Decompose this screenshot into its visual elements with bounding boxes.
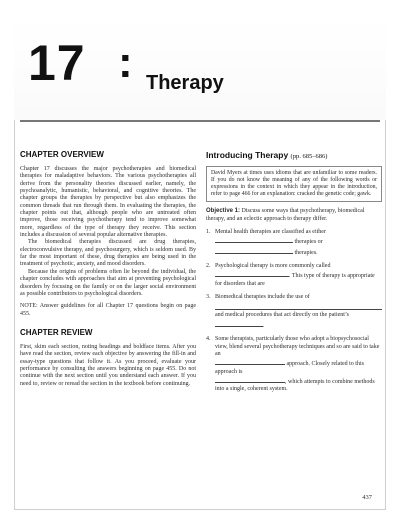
- question-number: 3.: [206, 294, 211, 301]
- question-text: Psychological therapy is more commonly called: [215, 263, 331, 270]
- question-number: 4.: [206, 336, 211, 343]
- question-4: [206, 336, 382, 393]
- left-column: [20, 150, 196, 388]
- question-text: approach. Closely related to this approach is: [215, 361, 364, 375]
- overview-paragraph-2: The biomedical therapies discussed are drug therapies, electroconvulsive therapy, and psychosurgery, which is seldom used. By far the most important of these, drug therapies are being used in the treatment of psychotic, anxiety, and mood disorders.: [20, 239, 196, 268]
- answer-blank[interactable]: [215, 376, 285, 383]
- chapter-overview-heading: CHAPTER OVERVIEW: [20, 150, 104, 159]
- question-1: [206, 229, 382, 257]
- question-3: [206, 294, 382, 330]
- section-heading: [206, 150, 382, 162]
- answer-blank[interactable]: [215, 247, 293, 254]
- answer-line[interactable]: [215, 301, 382, 310]
- question-text: Mental health therapies are classified as either: [215, 229, 326, 236]
- objective-text: Discuss some ways that psychotherapy, biomedical therapy, and an eclectic approach to therapy differ.: [206, 208, 365, 222]
- chapter-review-heading: CHAPTER REVIEW: [20, 327, 93, 337]
- question-2: [206, 263, 382, 288]
- overview-paragraph-3: Because the origins of problems often lie beyond the individual, the chapter concludes with approaches that aim at preventing psychological disorders by focusing on the family or on the larger social environment as possible contributors to psychological disorders.: [20, 268, 196, 297]
- overview-paragraph-1: Chapter 17 discusses the major psychotherapies and biomedical therapies for maladaptive behaviors. The various psychotherapies all derive from the personality theories discussed earlier, namely, the psychoanalytic, humanistic, behavioral, and cognitive theories. The chapter groups the therapies by perspective but also emphasizes the common threads that run through them. In evaluating the therapies, the chapter points out that, although people who are untreated often improve, those receiving psychotherapy tend to improve somewhat more, regardless of the type of therapy they receive. This section includes a discussion of several popular alternative therapies.: [20, 166, 196, 239]
- chapter-number: 17: [28, 35, 86, 91]
- section-pages: (pp. 685–686): [290, 153, 328, 160]
- idiom-note-box: [206, 166, 382, 202]
- review-paragraph: First, skim each section, noting headings and boldface items. After you have read the section, review each objective by answering the fill-in and essay-type questions that follow it. As you proceed, evaluate your performance by consulting the answers beginning on page 455. Do not continue with the next section until you understand each answer. If you need to, review or reread the section in the textbook before continuing.: [20, 343, 196, 387]
- answer-blank[interactable]: [215, 358, 285, 365]
- objective-1: [206, 208, 382, 223]
- answer-blank[interactable]: [215, 270, 289, 277]
- question-text: , which attempts to combine methods into a single, coherent system.: [215, 378, 375, 393]
- chapter-title: Therapy: [146, 72, 224, 94]
- answer-blank[interactable]: [215, 236, 293, 243]
- question-number: 2.: [206, 263, 211, 270]
- header-rule: [20, 120, 380, 122]
- right-column: [206, 150, 382, 400]
- question-text: Some therapists, particularly those who adopt a biopsychosocial view, blend several psychotherapy techniques and so are said to take an: [215, 336, 380, 357]
- idiom-note-text: David Myers at times uses idioms that are unfamiliar to some readers. If you do not know the meaning of any of the following words or expressions in the context in which they appear in the introduction, refer to page 466 for an explanation: cracked the genetic code; gawk.: [211, 170, 377, 198]
- question-text: Biomedical therapies include the use of: [215, 294, 310, 301]
- question-number: 1.: [206, 229, 211, 236]
- answer-blank[interactable]: [215, 320, 263, 327]
- page-number: 437: [362, 494, 372, 501]
- question-text: therapies or: [294, 239, 323, 246]
- objective-label: Objective 1:: [206, 208, 241, 215]
- question-text: . This type of therapy is appropriate for disorders that are: [215, 273, 375, 287]
- question-text: therapies.: [294, 249, 318, 256]
- chapter-colon: :: [118, 38, 133, 87]
- section-title: Introducing Therapy: [206, 150, 289, 160]
- answer-guidelines-note: NOTE: Answer guidelines for all Chapter 17 questions begin on page 455.: [20, 303, 196, 317]
- question-text: and medical procedures that act directly on the patient’s: [215, 312, 349, 319]
- question-text: .: [263, 322, 265, 329]
